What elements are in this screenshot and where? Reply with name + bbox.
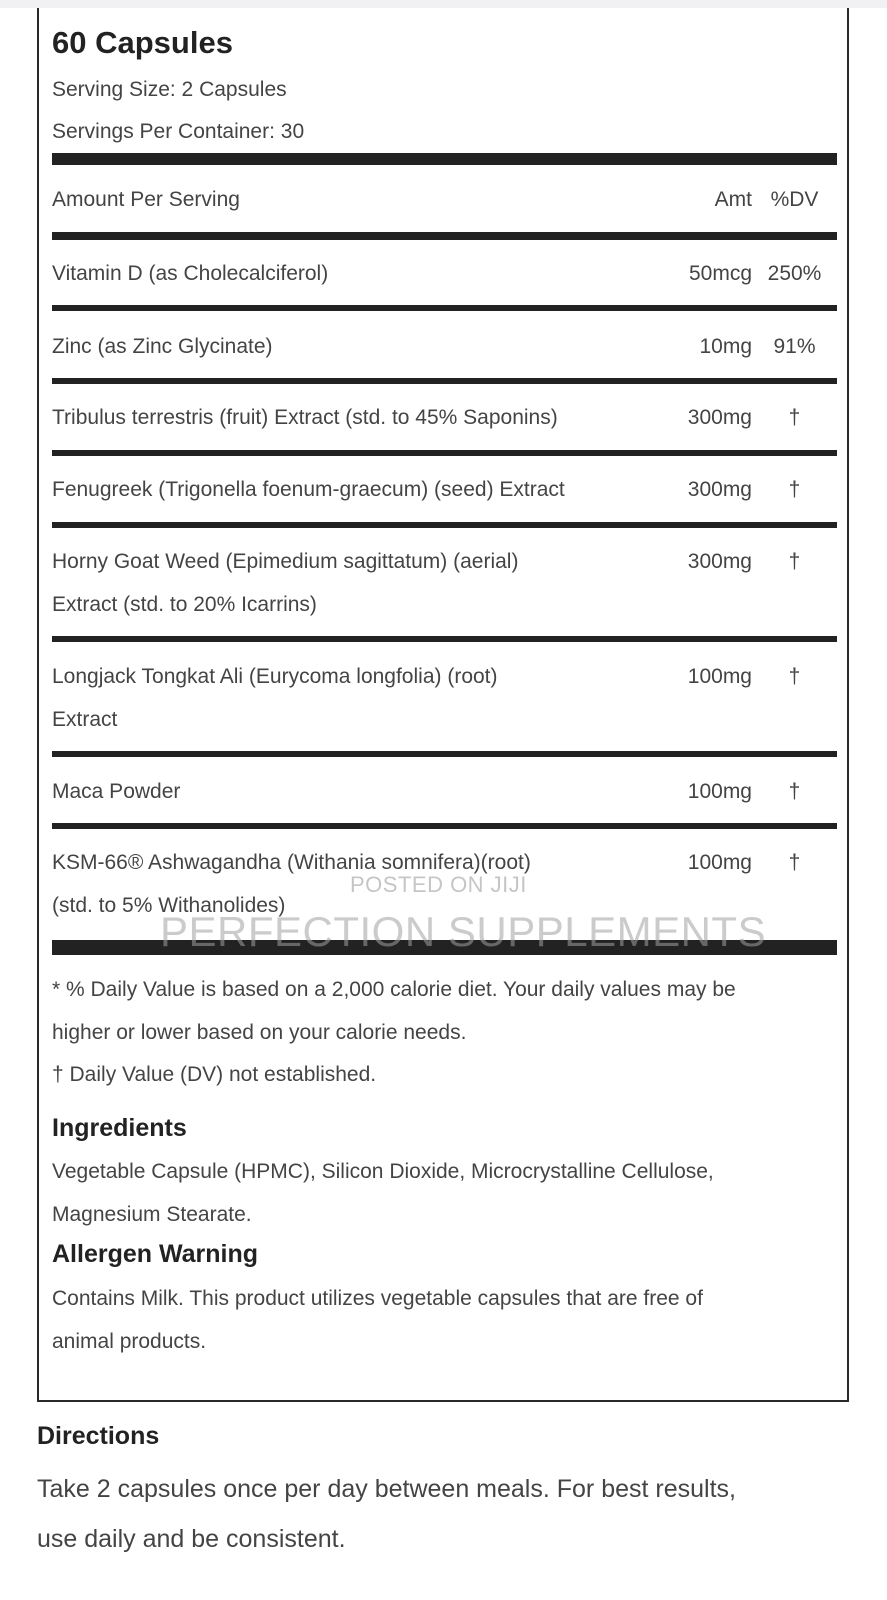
nutrient-dv: 250% <box>767 262 822 285</box>
servings-per-container: Servings Per Container: 30 <box>52 120 305 143</box>
divider <box>52 305 837 311</box>
nutrient-amount: 100mg <box>687 851 752 874</box>
nutrient-name: Zinc (as Zinc Glycinate) <box>52 335 273 358</box>
divider <box>52 751 837 757</box>
serving-size: Serving Size: 2 Capsules <box>52 78 287 101</box>
dv-column-header: %DV <box>770 188 819 211</box>
nutrient-name-line1: KSM-66® Ashwagandha (Withania somnifera)(root) <box>52 851 531 874</box>
nutrient-amount: 300mg <box>687 478 752 501</box>
nutrient-amount: 100mg <box>687 665 752 688</box>
nutrient-name: Maca Powder <box>52 780 181 803</box>
nutrient-name: Vitamin D (as Cholecalciferol) <box>52 262 329 285</box>
divider <box>52 522 837 528</box>
thick-divider <box>52 153 837 165</box>
nutrient-name-line2: (std. to 5% Withanolides) <box>52 894 286 917</box>
directions-text <box>37 1464 837 1564</box>
supplement-facts-panel <box>37 8 849 1402</box>
nutrient-name-line2: Extract (std. to 20% Icarrins) <box>52 593 317 616</box>
ingredients-line2: Magnesium Stearate. <box>52 1203 252 1226</box>
nutrient-dv: † <box>788 780 801 803</box>
nutrient-amount: 100mg <box>687 780 752 803</box>
divider <box>52 450 837 456</box>
nutrient-dv: † <box>788 478 801 501</box>
nutrient-dv: † <box>788 851 801 874</box>
amt-column-header: Amt <box>714 188 752 211</box>
directions-heading: Directions <box>37 1422 160 1450</box>
nutrient-name-line1: Horny Goat Weed (Epimedium sagittatum) (aerial) <box>52 550 519 573</box>
top-strip <box>0 0 887 8</box>
nutrient-dv: † <box>788 665 801 688</box>
nutrient-amount: 300mg <box>687 550 752 573</box>
nutrient-amount: 10mg <box>699 335 752 358</box>
allergen-heading: Allergen Warning <box>52 1240 259 1268</box>
nutrient-name-line2: Extract <box>52 708 118 731</box>
divider <box>52 378 837 384</box>
nutrient-name: Tribulus terrestris (fruit) Extract (std. to 45% Saponins) <box>52 406 558 429</box>
ingredients-line1: Vegetable Capsule (HPMC), Silicon Dioxide, Microcrystalline Cellulose, <box>52 1160 714 1183</box>
allergen-line2: animal products. <box>52 1330 207 1353</box>
footnote-daily-value-line2: higher or lower based on your calorie needs. <box>52 1021 467 1044</box>
divider <box>52 823 837 829</box>
ingredients-heading: Ingredients <box>52 1114 187 1142</box>
footnote-daily-value-line1: * % Daily Value is based on a 2,000 calorie diet. Your daily values may be <box>52 978 736 1001</box>
nutrient-dv: 91% <box>773 335 816 358</box>
directions-line2: use daily and be consistent. <box>37 1525 346 1553</box>
nutrient-name-line1: Longjack Tongkat Ali (Eurycoma longfolia) (root) <box>52 665 498 688</box>
amount-per-serving-label: Amount Per Serving <box>52 188 240 211</box>
nutrient-amount: 50mcg <box>688 262 752 285</box>
nutrient-amount: 300mg <box>687 406 752 429</box>
nutrient-dv: † <box>788 406 801 429</box>
footnote-dagger: † Daily Value (DV) not established. <box>52 1063 377 1086</box>
divider <box>52 636 837 642</box>
watermark-posted-on: POSTED ON JIJI <box>350 872 527 897</box>
label-title: 60 Capsules <box>52 25 233 60</box>
directions-line1: Take 2 capsules once per day between meals. For best results, <box>37 1475 736 1503</box>
nutrient-dv: † <box>788 550 801 573</box>
allergen-line1: Contains Milk. This product utilizes vegetable capsules that are free of <box>52 1287 703 1310</box>
divider <box>52 232 837 240</box>
nutrient-name: Fenugreek (Trigonella foenum-graecum) (seed) Extract <box>52 478 565 501</box>
watermark-seller: PERFECTION SUPPLEMENTS <box>160 908 767 955</box>
